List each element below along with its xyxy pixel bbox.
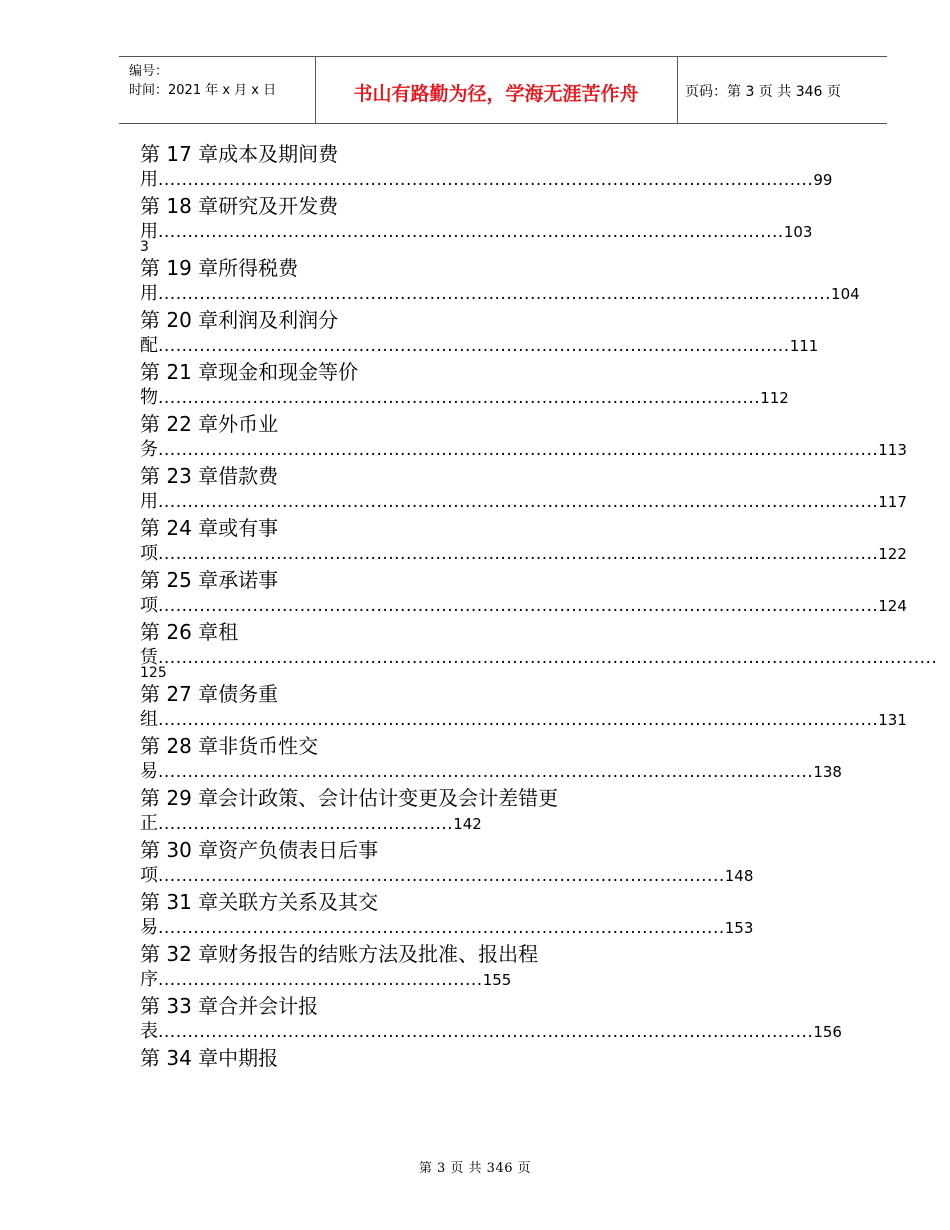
- toc-entry-leader-line: [140, 541, 907, 567]
- toc-entry-leader-line: [140, 1019, 855, 1045]
- header-meta-cell: [119, 57, 316, 123]
- toc-entry-leader-line: [140, 437, 907, 463]
- toc-entry-dot-leader: ...............................................................................................................: [158, 170, 814, 190]
- toc-entry-title: 第 24 章或有事: [140, 516, 279, 540]
- toc-entry-page-number: 131: [878, 711, 907, 729]
- toc-entry-title-tail: 序: [140, 969, 158, 990]
- toc-entry-page-number: 113: [878, 441, 907, 459]
- toc-entry-title-tail: 用: [140, 169, 158, 190]
- toc-entry-page-number: 117: [878, 493, 907, 511]
- header-motto: 书山有路勤为径，学海无涯苦作舟: [353, 83, 639, 105]
- toc-entry-title: 第 18 章研究及开发费: [140, 194, 339, 218]
- header-page-cell: [677, 57, 887, 123]
- toc-entry-dot-leader: ..................................................................................................................: [158, 284, 832, 304]
- toc-entry-page-number: 148: [724, 867, 754, 885]
- toc-entry: [140, 255, 860, 307]
- doc-time-label: 时间：2021 年 x 月 x 日: [129, 83, 277, 98]
- toc-entry-title-tail: 易: [140, 761, 158, 782]
- toc-entry-dot-leader: ..........................................................................................................................: [158, 440, 879, 460]
- toc-entry-page-number-wrapped: 125: [140, 665, 167, 681]
- toc-entry-page-number: 156: [813, 1023, 842, 1041]
- toc-entry-title: 第 30 章资产负债表日后事: [140, 838, 379, 862]
- toc-entry-dot-leader: ......................................................................................................: [158, 388, 761, 408]
- toc-entry-dot-leader: ................................................................................................: [158, 866, 725, 886]
- toc-entry-title-tail: 用: [140, 491, 158, 512]
- toc-entry-title-tail: 项: [140, 595, 158, 616]
- header-motto-cell: [315, 57, 678, 123]
- toc-entry-leader-line: [140, 333, 855, 359]
- toc-entry-title-tail: 物: [140, 387, 158, 408]
- toc-entry-leader-line: [140, 707, 907, 733]
- toc-entry-title: 第 28 章非货币性交: [140, 734, 319, 758]
- toc-entry-dot-leader: ...........................................................................................................: [158, 336, 790, 356]
- toc-entry-title-tail: 用: [140, 221, 158, 242]
- toc-entry: [140, 837, 855, 889]
- toc-entry-page-number: 99: [813, 171, 833, 189]
- toc-entry: [140, 941, 855, 993]
- toc-entry-page-number: 142: [453, 815, 482, 833]
- toc-entry: [140, 359, 855, 411]
- toc-entry-page-number: 103: [783, 223, 813, 241]
- toc-entry-page-number: 153: [724, 919, 754, 937]
- toc-entry-dot-leader: ..........................................................................................................................: [158, 544, 879, 564]
- toc-entry-title: 第 21 章现金和现金等价: [140, 360, 359, 384]
- toc-entry-leader-line: [140, 593, 907, 619]
- toc-entry-page-number: 124: [878, 597, 907, 615]
- toc-entry-dot-leader: ..........................................................................................................: [158, 222, 784, 242]
- toc-entry-title: 第 33 章合并会计报: [140, 994, 319, 1018]
- toc-entry-title-tail: 组: [140, 709, 158, 730]
- toc-entry-title: 第 31 章关联方关系及其交: [140, 890, 379, 914]
- toc-entry-title: 第 26 章租: [140, 620, 239, 644]
- toc-entry-title: 第 17 章成本及期间费: [140, 142, 339, 166]
- toc-entry: [140, 993, 855, 1045]
- toc-entry-title-tail: 正: [140, 813, 158, 834]
- toc-entry-page-number: 122: [878, 545, 907, 563]
- toc-entry-page-number: 112: [760, 389, 789, 407]
- header-page-info: 页码：第 3 页 共 346 页: [685, 84, 841, 100]
- toc-entry-title: 第 27 章债务重: [140, 682, 279, 706]
- toc-entry-title: 第 25 章承诺事: [140, 568, 279, 592]
- toc-entry-leader-line: [140, 759, 855, 785]
- toc-entry-title: 第 20 章利润及利润分: [140, 308, 339, 332]
- toc-entry-title-tail: 易: [140, 917, 158, 938]
- toc-entry: [140, 411, 907, 463]
- toc-entry-leader-line: [140, 219, 855, 245]
- toc-entry-title: 第 22 章外币业: [140, 412, 279, 436]
- toc-entry-title-tail: 用: [140, 283, 158, 304]
- toc-entry-title-tail: 赁: [140, 647, 158, 668]
- toc-entry-dot-leader: ..........................................................................................................................: [158, 492, 879, 512]
- page-footer: 第 3 页 共 346 页: [418, 1161, 532, 1176]
- toc-entry-page-number: 104: [831, 285, 860, 303]
- toc-entry-leader-line: [140, 863, 855, 889]
- toc-entry-leader-line: [140, 967, 855, 993]
- toc-entry: [140, 619, 938, 681]
- toc-entry-leader-line: [140, 489, 907, 515]
- toc-entry-leader-line: [140, 645, 938, 671]
- toc-entry-title: 第 23 章借款费: [140, 464, 279, 488]
- toc-entry-dot-leader: ..........................................................................................................................: [158, 710, 879, 730]
- toc-entry-page-number: 155: [482, 971, 512, 989]
- toc-entry-dot-leader: ...............................................................................................................: [158, 762, 814, 782]
- toc-entry-dot-leader: ...............................................................................................................: [158, 1022, 814, 1042]
- toc-entry-page-number: 138: [813, 763, 842, 781]
- toc-entry-title-tail: 配: [140, 335, 158, 356]
- toc-entry-leader-line: [140, 915, 855, 941]
- toc-entry-leader-line: [140, 167, 855, 193]
- toc-entry-dot-leader: ....................................................................................................................................: [158, 648, 938, 668]
- toc-entry: [140, 463, 907, 515]
- toc-entry-page-number-wrapped: 3: [140, 239, 149, 255]
- toc-entry-leader-line: [140, 811, 855, 837]
- toc-entry: [140, 889, 855, 941]
- toc-entry: [140, 733, 855, 785]
- toc-entry-title: 第 29 章会计政策、会计估计变更及会计差错更: [140, 786, 559, 810]
- toc-entry-dot-leader: ..........................................................................................................................: [158, 596, 879, 616]
- toc-entry: [140, 307, 855, 359]
- toc-entry-title: 第 19 章所得税费: [140, 256, 299, 280]
- page-header: [119, 56, 887, 124]
- toc-entry-title-tail: 项: [140, 865, 158, 886]
- toc-entry-title: 第 34 章中期报: [140, 1046, 279, 1070]
- toc-entry-title-tail: 项: [140, 543, 158, 564]
- toc-entry: [140, 785, 855, 837]
- toc-entry-title: 第 32 章财务报告的结账方法及批准、报出程: [140, 942, 539, 966]
- toc-entry-dot-leader: ..................................................: [158, 814, 454, 834]
- toc-entry-leader-line: [140, 385, 855, 411]
- toc-entry-title-tail: 务: [140, 439, 158, 460]
- toc-entry-dot-leader: ................................................................................................: [158, 918, 725, 938]
- toc-entry-leader-line: [140, 281, 860, 307]
- toc-entry: [140, 193, 855, 255]
- toc-entry: [140, 515, 907, 567]
- doc-number-label: 编号：: [129, 64, 169, 79]
- toc-entry: [140, 567, 907, 619]
- toc-entry: [140, 681, 907, 733]
- table-of-contents: [140, 141, 938, 1071]
- toc-entry-title-tail: 表: [140, 1021, 158, 1042]
- toc-entry: [140, 141, 855, 193]
- toc-entry-dot-leader: .......................................................: [158, 970, 483, 990]
- toc-entry-page-number: 111: [789, 337, 819, 355]
- toc-entry: [140, 1045, 855, 1071]
